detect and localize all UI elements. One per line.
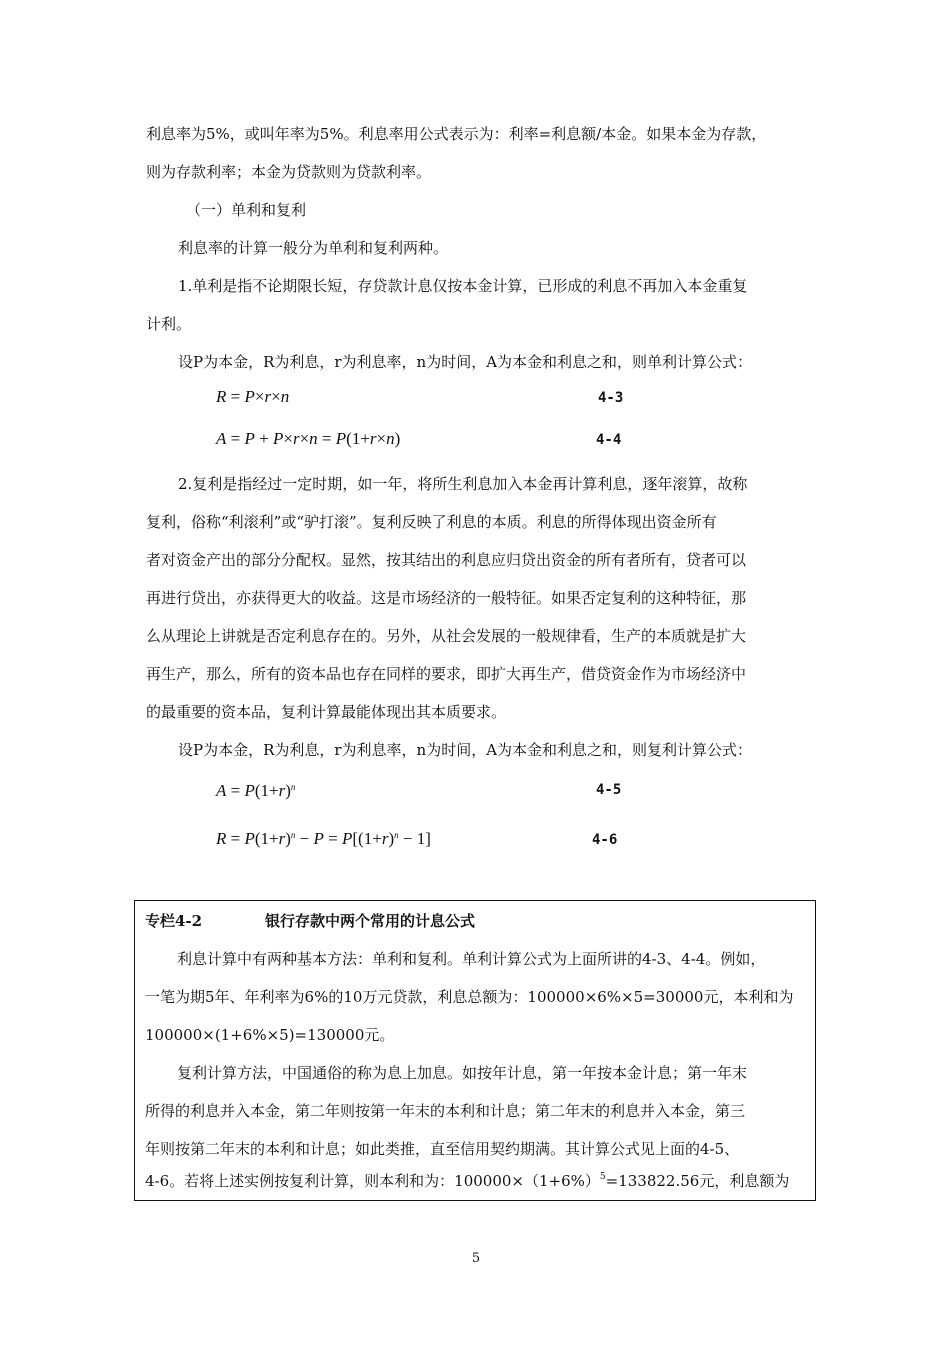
paragraph-line: 计利。	[146, 315, 192, 333]
box-line-part: 4-6。若将上述实例按复利计算，则本利和为：100000×（1+6%）	[145, 1172, 600, 1190]
paragraph-line: 设P为本金，R为利息，r为利息率，n为时间，A为本金和利息之和，则单利计算公式：	[178, 353, 753, 371]
paragraph-line: 2.复利是指经过一定时期，如一年，将所生利息加入本金再计算利息，逐年滚算，故称	[178, 475, 748, 493]
equation-number: 4-5	[596, 782, 622, 798]
box-line-part: =133822.56元，利息额为	[605, 1172, 790, 1190]
paragraph-line: 利息率的计算一般分为单利和复利两种。	[178, 239, 449, 257]
box-line: 所得的利息并入本金，第二年则按第一年末的本利和计息；第二年末的利息并入本金，第三	[145, 1102, 746, 1120]
paragraph-line: 再生产，那么，所有的资本品也存在同样的要求，即扩大再生产，借贷资金作为市场经济中	[146, 665, 747, 683]
equation-number: 4-6	[592, 832, 618, 848]
paragraph-line: 的最重要的资本品，复利计算最能体现出其本质要求。	[146, 703, 507, 721]
box-line: 一笔为期5年、年利率为6%的10万元贷款，利息总额为：100000×6%×5=30000元，本利和为	[145, 988, 794, 1006]
paragraph-line: 设P为本金，R为利息，r为利息率，n为时间，A为本金和利息之和，则复利计算公式：	[178, 741, 753, 759]
exponent: 5	[599, 1172, 606, 1182]
equation-number: 4-3	[598, 390, 624, 406]
paragraph-line: 利息率为5%，或叫年率为5%。利息率用公式表示为：利率=利息额/本金。如果本金为存款，	[146, 125, 767, 143]
section-heading: （一）单利和复利	[186, 201, 307, 219]
equation-number: 4-4	[596, 432, 622, 448]
formula-simple-interest: R = P×r×n	[216, 387, 290, 406]
formula-compound-total: $A = P(1+r)^n$	[216, 781, 296, 800]
formula-compound-interest: $R = P(1+r)^n - P = P[(1+r)^n - 1]$	[216, 829, 431, 848]
paragraph-line: 么从理论上讲就是否定利息存在的。另外，从社会发展的一般规律看，生产的本质就是扩大	[146, 627, 747, 645]
box-line: 利息计算中有两种基本方法：单利和复利。单利计算公式为上面所讲的4-3、4-4。例如，	[177, 950, 766, 968]
sidebar-box	[134, 900, 816, 1201]
box-label: 专栏4-2	[145, 912, 203, 930]
box-line: 100000×(1+6%×5)=130000元。	[145, 1026, 395, 1044]
paragraph-line: 则为存款利率；本金为贷款则为贷款利率。	[146, 163, 432, 181]
box-line	[145, 1171, 807, 1191]
paragraph-line: 1.单利是指不论期限长短，存贷款计息仅按本金计算，已形成的利息不再加入本金重复	[178, 277, 748, 295]
box-title-row	[145, 911, 807, 931]
paragraph-line: 者对资金产出的部分分配权。显然，按其结出的利息应归贷出资金的所有者所有，贷者可以	[146, 551, 747, 569]
paragraph-line: 再进行贷出，亦获得更大的收益。这是市场经济的一般特征。如果否定复利的这种特征，那	[146, 589, 747, 607]
box-line: 复利计算方法，中国通俗的称为息上加息。如按年计息，第一年按本金计息；第一年末	[177, 1064, 748, 1082]
page-number: 5	[471, 1251, 481, 1266]
box-title: 银行存款中两个常用的计息公式	[265, 912, 476, 930]
paragraph-line: 复利，俗称“利滚利”或“驴打滚”。复利反映了利息的本质。利息的所得体现出资金所有	[146, 513, 717, 531]
formula-simple-total: A = P + P×r×n = P(1+r×n)	[216, 429, 401, 448]
box-line: 年则按第二年末的本利和计息；如此类推，直至信用契约期满。其计算公式见上面的4-5、	[145, 1140, 740, 1158]
